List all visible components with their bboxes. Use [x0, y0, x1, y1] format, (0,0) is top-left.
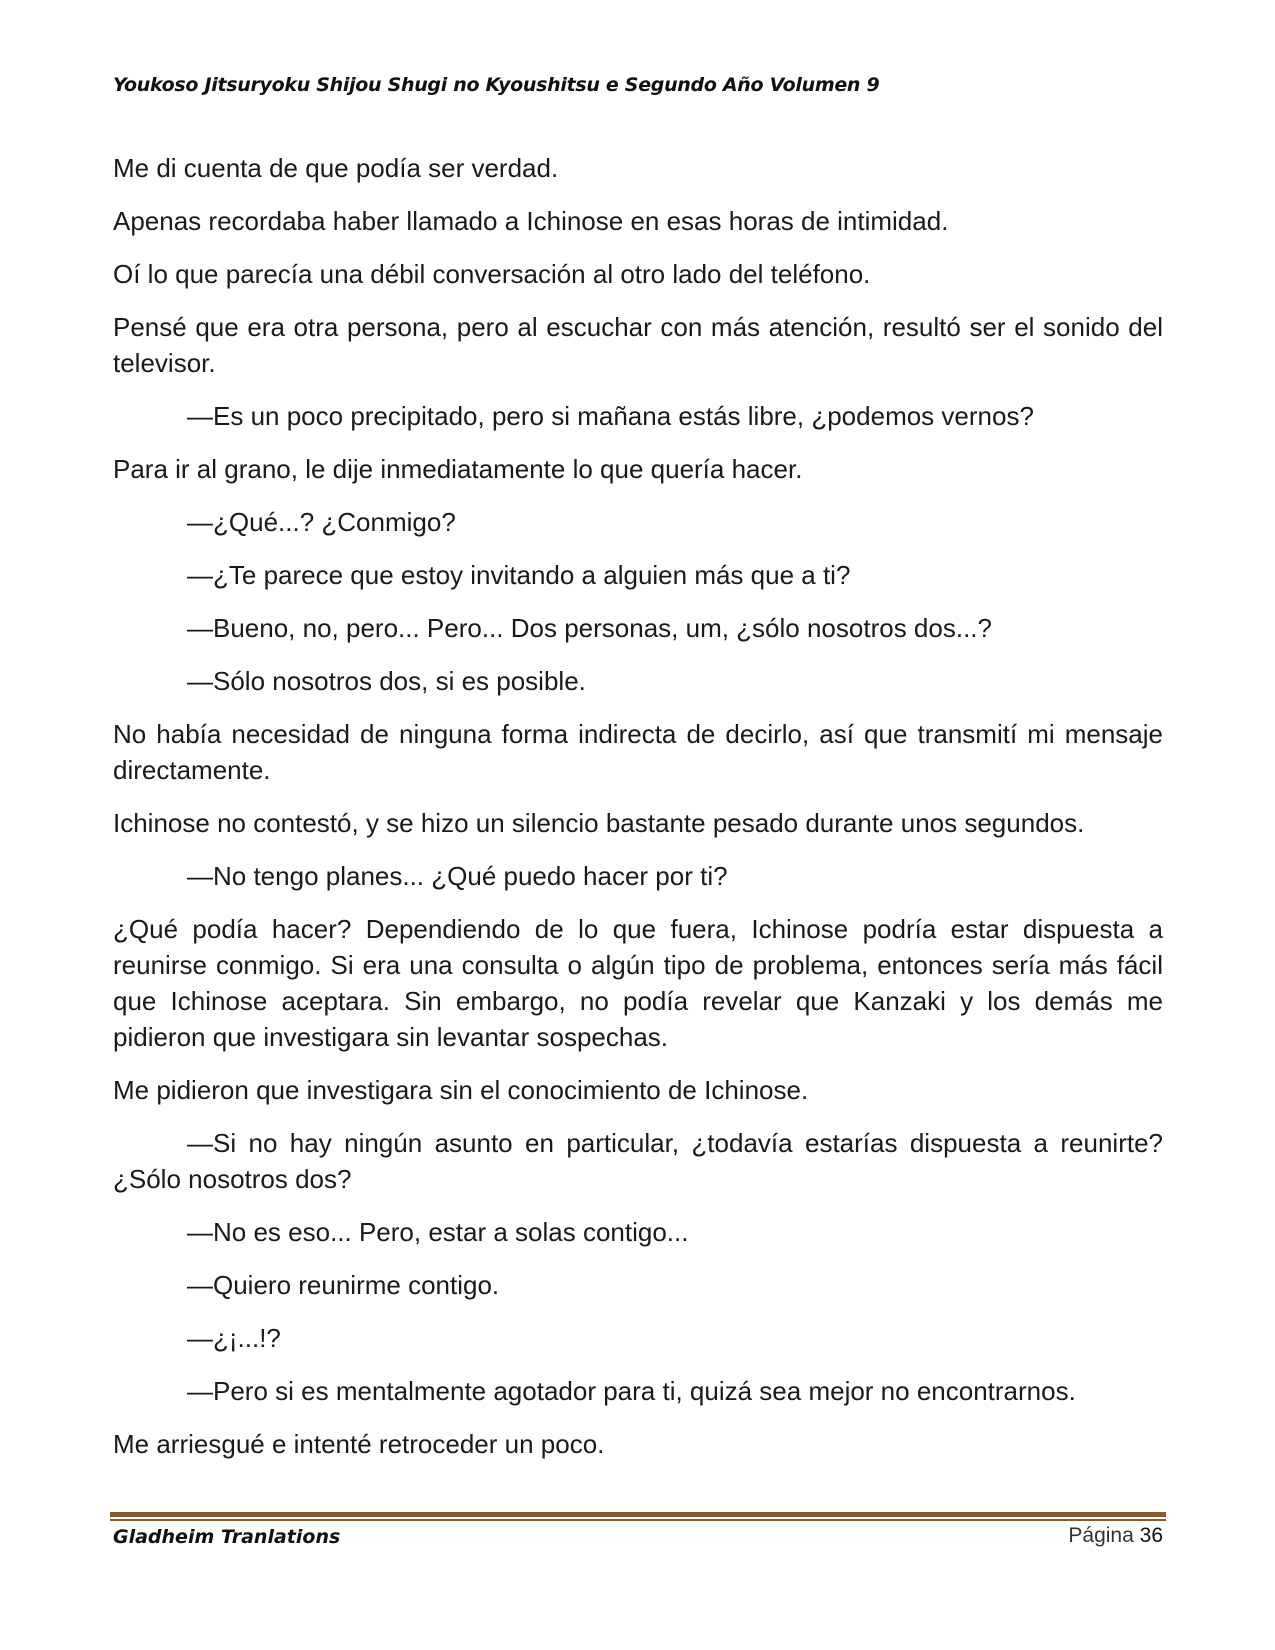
paragraph: Apenas recordaba haber llamado a Ichinose en esas horas de intimidad. [113, 206, 949, 236]
paragraph: Me arriesgué e intenté retroceder un poco. [113, 1429, 605, 1459]
paragraph: Me di cuenta de que podía ser verdad. [113, 153, 559, 183]
footer-rule-thick [110, 1512, 1166, 1517]
dialogue-line: —Bueno, no, pero... Pero... Dos personas, um, ¿sólo nosotros dos...? [187, 613, 992, 643]
dialogue-line: —Sólo nosotros dos, si es posible. [187, 666, 586, 696]
footer-rule-thin [110, 1519, 1166, 1521]
page-body [113, 150, 1163, 1479]
paragraph: Para ir al grano, le dije inmediatamente lo que quería hacer. [113, 454, 803, 484]
page-number [1068, 1524, 1163, 1548]
dialogue-line: —¿Te parece que estoy invitando a alguien más que a ti? [187, 560, 851, 590]
paragraph: Me pidieron que investigara sin el conocimiento de Ichinose. [113, 1075, 809, 1105]
dialogue-line: —No es eso... Pero, estar a solas contigo... [187, 1217, 689, 1247]
paragraph: Oí lo que parecía una débil conversación al otro lado del teléfono. [113, 259, 871, 289]
dialogue-line: —¿Qué...? ¿Conmigo? [187, 507, 456, 537]
dialogue-line: —Pero si es mentalmente agotador para ti, quizá sea mejor no encontrarnos. [187, 1376, 1076, 1406]
running-header: Youkoso Jitsuryoku Shijou Shugi no Kyoushitsu e Segundo Año Volumen 9 [113, 74, 880, 96]
dialogue-line: —Es un poco precipitado, pero si mañana estás libre, ¿podemos vernos? [187, 401, 1034, 431]
dialogue-line: —Quiero reunirme contigo. [187, 1270, 500, 1300]
page-number-value: 36 [1139, 1524, 1163, 1547]
paragraph: ¿Qué podía hacer? Dependiendo de lo que fuera, Ichinose podría estar dispuesta a reunirse conmigo. Si era una consulta o algún tipo de problema, entonces sería más fácil que Ichinose aceptara. Sin embargo, no podía revelar que Kanzaki y los demás me pidieron que investigara sin levantar sospechas. [113, 914, 1163, 1052]
paragraph: Pensé que era otra persona, pero al escuchar con más atención, resultó ser el sonido del televisor. [113, 312, 1163, 378]
dialogue-line: —No tengo planes... ¿Qué puedo hacer por ti? [187, 861, 728, 891]
footer-credit: Gladheim Tranlations [113, 1526, 341, 1548]
page-label: Página [1068, 1524, 1134, 1547]
dialogue-line: —¿¡...!? [187, 1323, 281, 1353]
paragraph: No había necesidad de ninguna forma indirecta de decirlo, así que transmití mi mensaje directamente. [113, 719, 1163, 785]
paragraph: Ichinose no contestó, y se hizo un silencio bastante pesado durante unos segundos. [113, 808, 1085, 838]
dialogue-line: —Si no hay ningún asunto en particular, ¿todavía estarías dispuesta a reunirte? ¿Sólo nosotros dos? [113, 1128, 1163, 1194]
